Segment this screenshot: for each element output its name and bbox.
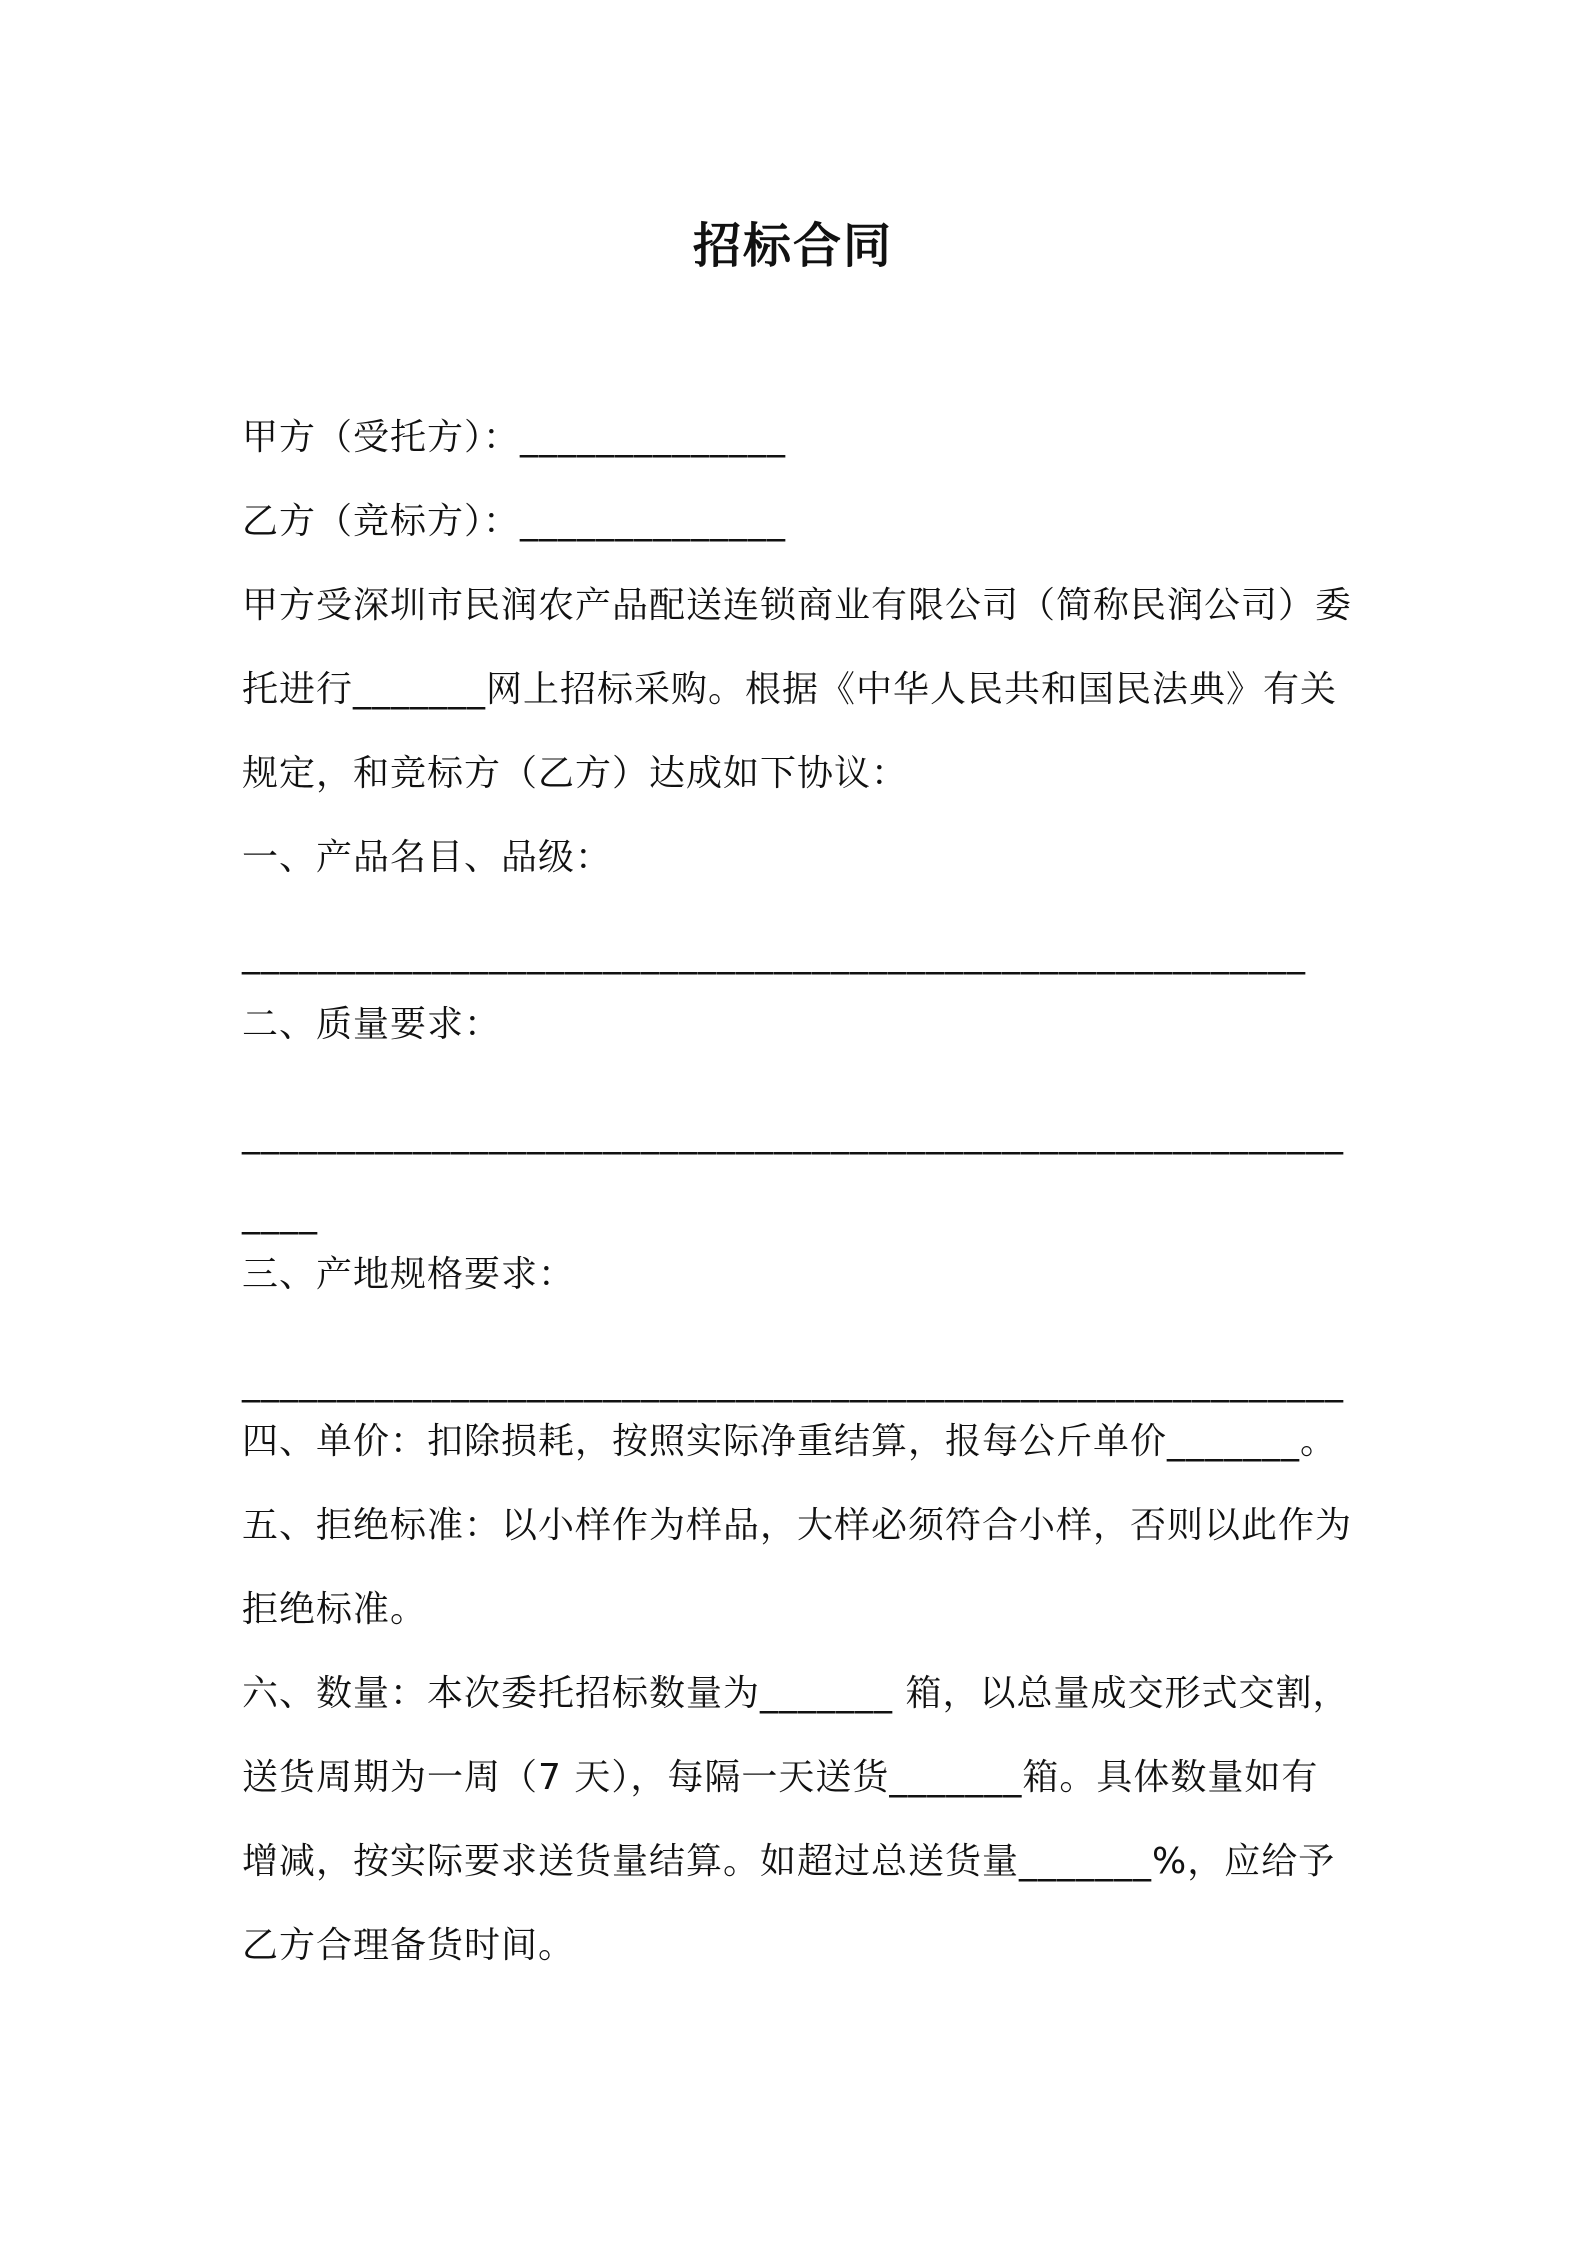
- section-6-line-4: 乙方合理备货时间。: [242, 1925, 576, 1966]
- section-3-blank: __________________________________________________________: [242, 1362, 1344, 1403]
- section-4-line: 四、单价：扣除损耗，按照实际净重结算，报每公斤单价_______。: [242, 1421, 1338, 1462]
- section-5-line-2: 拒绝标准。: [242, 1589, 428, 1630]
- party-b-line: 乙方（竞标方）：______________: [242, 501, 787, 542]
- section-2-blank-2: ____: [242, 1194, 318, 1235]
- section-2-heading: 二、质量要求：: [242, 1004, 502, 1045]
- document-title: 招标合同: [692, 218, 893, 274]
- intro-line-3: 规定，和竞标方（乙方）达成如下协议：: [242, 753, 909, 794]
- section-5-line-1: 五、拒绝标准：以小样作为样品，大样必须符合小样，否则以此作为: [242, 1505, 1353, 1546]
- intro-line-2: 托进行_______网上招标采购。根据《中华人民共和国民法典》有关: [242, 669, 1338, 710]
- section-6-line-1: 六、数量：本次委托招标数量为_______ 箱，以总量成交形式交割，: [242, 1673, 1350, 1714]
- section-6-line-2: 送货周期为一周（7 天），每隔一天送货_______箱。具体数量如有: [242, 1757, 1319, 1798]
- section-1-heading: 一、产品名目、品级：: [242, 837, 613, 878]
- party-a-line: 甲方（受托方）：______________: [242, 417, 787, 458]
- section-3-heading: 三、产地规格要求：: [242, 1254, 576, 1295]
- intro-line-1: 甲方受深圳市民润农产品配送连锁商业有限公司（简称民润公司）委: [242, 585, 1353, 626]
- section-6-line-3: 增减，按实际要求送货量结算。如超过总送货量_______%，应给予: [242, 1841, 1336, 1882]
- section-1-blank: ________________________________________________________: [242, 934, 1306, 975]
- section-2-blank-1: __________________________________________________________: [242, 1114, 1344, 1155]
